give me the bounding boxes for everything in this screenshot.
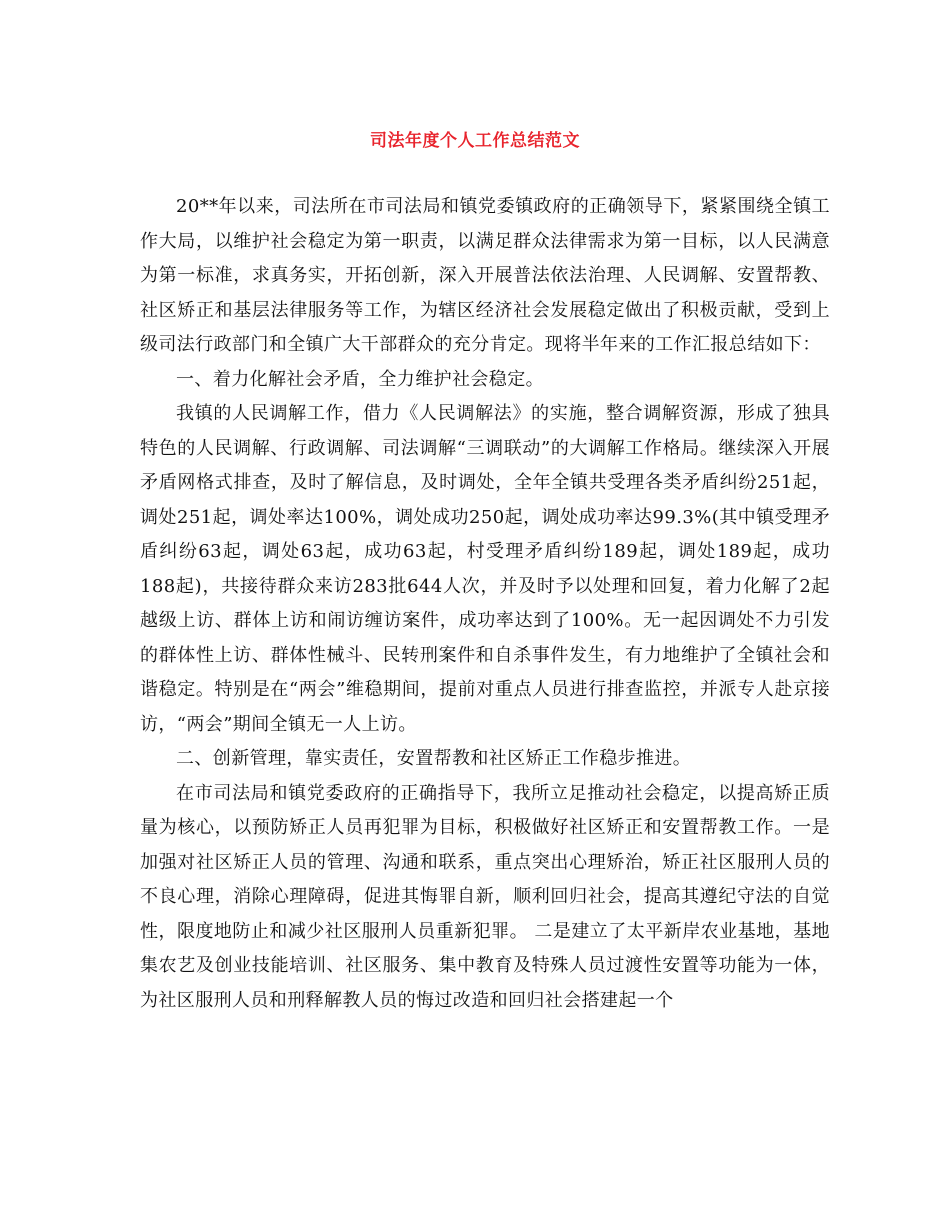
paragraph-mediation: 我镇的人民调解工作，借力《人民调解法》的实施，整合调解资源，形成了独具特色的人民调解、行政调解、司法调解“三调联动”的大调解工作格局。继续深入开展矛盾网格式排查，及时了解信息，及时调处，全年全镇共受理各类矛盾纠纷251起，调处251起，调处率达100%，调处成功250起，调处成功率达99.3%(其中镇受理矛盾纠纷63起，调处63起，成功63起，村受理矛盾纠纷189起，调处189起，成功188起)，共接待群众来访283批644人次，并及时予以处理和回复，着力化解了2起越级上访、群体上访和闹访缠访案件，成功率达到了100%。无一起因调处不力引发的群体性上访、群体性械斗、民转刑案件和自杀事件发生，有力地维护了全镇社会和谐稳定。特别是在“两会”维稳期间，提前对重点人员进行排查监控，并派专人赴京接访，“两会”期间全镇无一人上访。 <box>140 403 830 735</box>
paragraph-intro: 20**年以来，司法所在市司法局和镇党委镇政府的正确领导下，紧紧围绕全镇工作大局，以维护社会稳定为第一职责，以满足群众法律需求为第一目标，以人民满意为第一标准，求真务实，开拓创新，深入开展普法依法治理、人民调解、安置帮教、社区矫正和基层法律服务等工作，为辖区经济社会发展稳定做出了积极贡献，受到上级司法行政部门和全镇广大干部群众的充分肯定。现将半年来的工作汇报总结如下： <box>140 196 830 355</box>
section-heading-1: 一、着力化解社会矛盾，全力维护社会稳定。 <box>176 368 544 390</box>
section-heading-2: 二、创新管理，靠实责任，安置帮教和社区矫正工作稳步推进。 <box>176 748 692 769</box>
document-body <box>140 190 830 1018</box>
paragraph-correction: 在市司法局和镇党委政府的正确指导下，我所立足推动社会稳定，以提高矫正质量为核心，以预防矫正人员再犯罪为目标，积极做好社区矫正和安置帮教工作。一是加强对社区矫正人员的管理、沟通和联系，重点突出心理矫治，矫正社区服刑人员的不良心理，消除心理障碍，促进其悔罪自新，顺利回归社会，提高其遵纪守法的自觉性，限度地防止和减少社区服刑人员重新犯罪。 二是建立了太平新岸农业基地，基地集农艺及创业技能培训、社区服务、集中教育及特殊人员过渡性安置等功能为一体，为社区服刑人员和刑释解教人员的悔过改造和回归社会搭建起一个 <box>140 782 830 1011</box>
document-title: 司法年度个人工作总结范文 <box>370 131 580 151</box>
